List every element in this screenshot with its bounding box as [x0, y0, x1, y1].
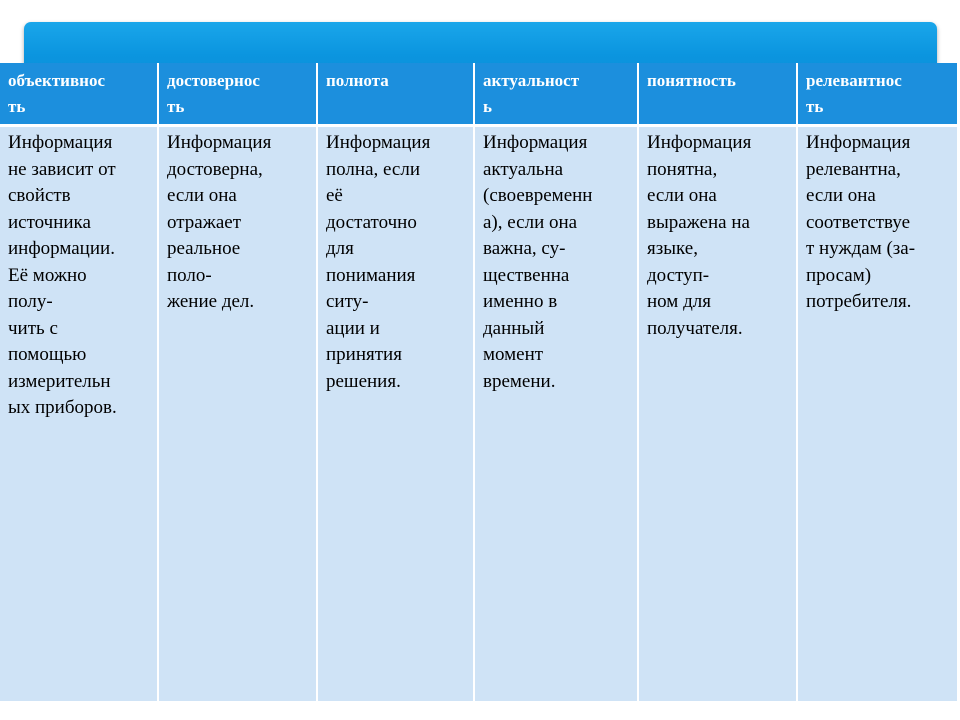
header-clarity: понятность [638, 63, 797, 126]
table-header-row [0, 63, 957, 126]
information-properties-table [0, 63, 957, 701]
cell-completeness: Информация полна, если её достаточно для понимания ситу- ации и принятия решения. [317, 126, 474, 702]
header-objectivity: объективнос ть [0, 63, 158, 126]
cell-reliability: Информация достоверна, если она отражает реальное поло- жение дел. [158, 126, 317, 702]
header-relevance-timeliness: актуальност ь [474, 63, 638, 126]
header-reliability: достовернос ть [158, 63, 317, 126]
cell-objectivity: Информация не зависит от свойств источника информации. Её можно полу- чить с помощью измерительн ых приборов. [0, 126, 158, 702]
header-pertinence: релевантнос ть [797, 63, 957, 126]
cell-clarity: Информация понятна, если она выражена на языке, доступ- ном для получателя. [638, 126, 797, 702]
cell-pertinence: Информация релевантна, если она соответствуе т нуждам (за- просам) потребителя. [797, 126, 957, 702]
header-completeness: полнота [317, 63, 474, 126]
table-row [0, 126, 957, 702]
cell-relevance-timeliness: Информация актуальна (своевременн а), если она важна, су- щественна именно в данный момент времени. [474, 126, 638, 702]
